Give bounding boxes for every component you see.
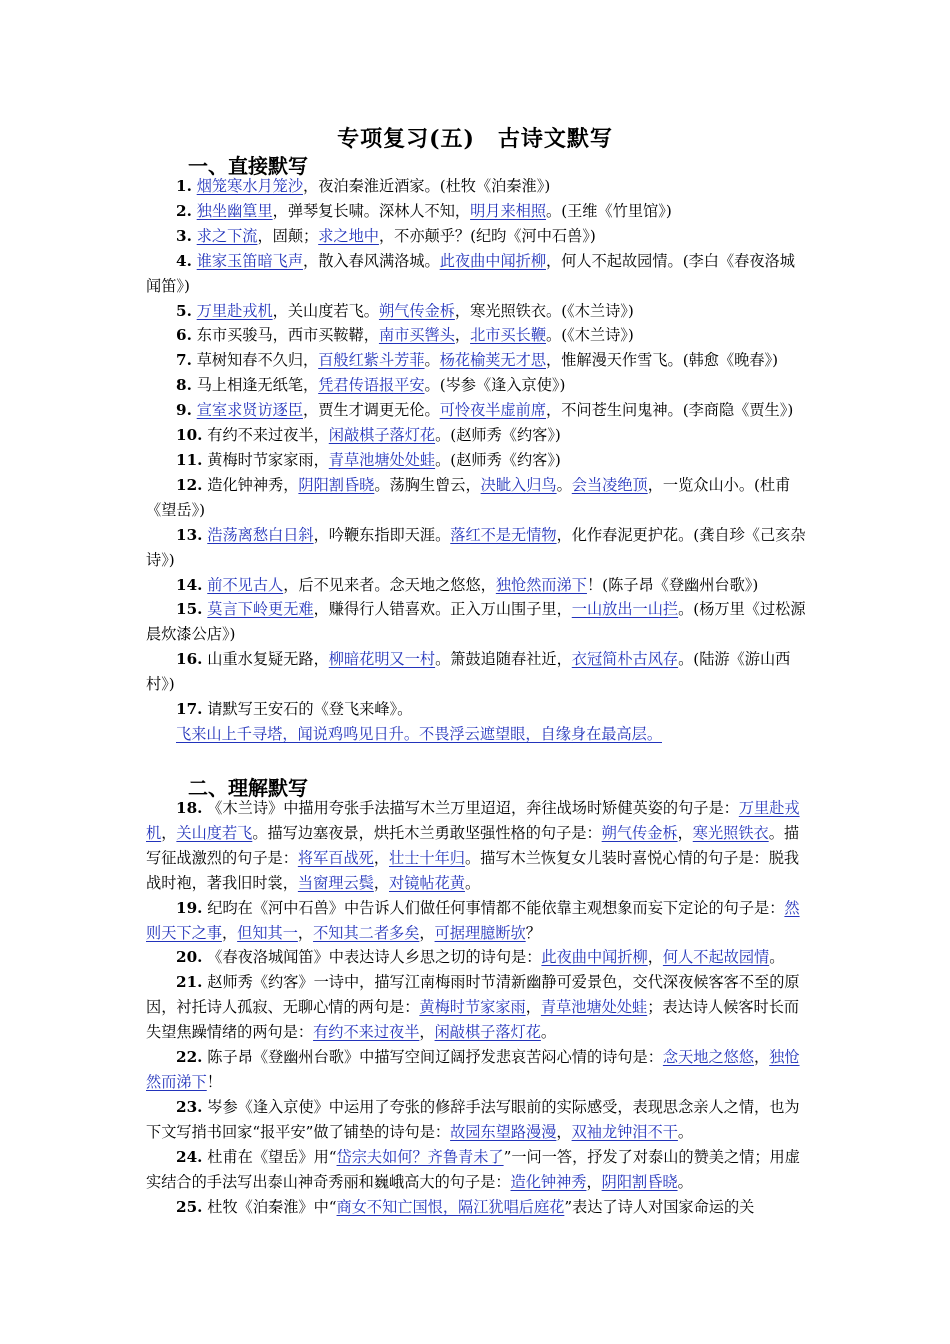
- question-item: [146, 423, 806, 448]
- answer-text: 将军百战死: [297, 848, 374, 867]
- answer-text: 对镜帖花黄: [389, 873, 465, 892]
- question-text: ，贾生才调更无伦。: [303, 401, 440, 420]
- question-text: ！: [206, 1072, 222, 1091]
- question-item: [146, 697, 806, 722]
- answer-text: 关山度若飞: [176, 823, 253, 842]
- answer-text: 万里赴戎机: [196, 301, 273, 320]
- question-text: ，固颠；: [257, 226, 319, 245]
- answer-line: [146, 722, 806, 747]
- question-number: 13.: [176, 525, 203, 544]
- question-text: 。(杨万里《过松源晨炊漆公店》): [146, 600, 806, 644]
- question-number: 11.: [176, 450, 203, 469]
- question-text: ！(陈子昂《登幽州台歌》): [586, 575, 759, 594]
- question-item: [146, 473, 806, 523]
- answer-text: 落红不是无情物: [450, 525, 557, 544]
- answer-text: 求之地中: [318, 226, 379, 245]
- answer-text: 独怆然而涕下: [495, 575, 587, 594]
- question-number: 21.: [176, 973, 203, 992]
- question-text: ，: [373, 873, 389, 892]
- answer-text: 北市买长鞭: [470, 326, 546, 345]
- question-number: 23.: [176, 1097, 203, 1116]
- question-text: ”表达了诗人对国家命运的关: [564, 1197, 755, 1216]
- question-item: [146, 970, 806, 1045]
- question-text: 。: [464, 873, 481, 892]
- answer-text: 商女不知亡国恨，隔江犹唱后庭花: [336, 1197, 565, 1216]
- question-number: 24.: [176, 1147, 203, 1166]
- question-text: ，: [373, 848, 389, 867]
- answer-text: 壮士十年归: [389, 848, 465, 867]
- answer-text: 朔气传金柝: [601, 823, 678, 842]
- question-number: 12.: [176, 475, 203, 494]
- question-text: ”一问一答，抒发了对泰山的赞美之情；用虚实结合的手法写出泰山神奇秀丽和巍峨高大的句子是：: [146, 1147, 800, 1191]
- question-text: 。: [769, 948, 785, 967]
- question-number: 17.: [176, 700, 203, 719]
- question-text: ，: [754, 1048, 770, 1067]
- question-text: ，后不见来者。念天地之悠悠，: [283, 575, 496, 594]
- question-text: 。: [677, 1172, 693, 1191]
- answer-text: 念天地之悠悠: [662, 1048, 755, 1067]
- question-number: 10.: [176, 426, 203, 445]
- question-number: 22.: [176, 1048, 203, 1067]
- answer-text: 凭君传语报平安: [318, 376, 425, 395]
- question-text: ，: [647, 948, 663, 967]
- question-text: ，: [677, 823, 693, 842]
- answer-text: 独坐幽篁里: [196, 201, 273, 220]
- question-text: 。: [424, 351, 440, 370]
- question-number: 9.: [176, 401, 192, 420]
- question-number: 16.: [176, 650, 203, 669]
- question-item: [146, 896, 806, 946]
- answer-text: 然则天下之事: [146, 898, 800, 942]
- answer-text: 故园东望路漫漫: [450, 1122, 557, 1141]
- question-text: 。: [540, 1023, 557, 1042]
- answer-text: 宣室求贤访逐臣: [196, 401, 303, 420]
- question-text: 有约不来过夜半，: [207, 426, 329, 445]
- answer-text: 双袖龙钟泪不干: [571, 1122, 678, 1141]
- question-text: ；表达诗人候客时长而失望焦躁情绪的两句是：: [146, 998, 800, 1042]
- question-text: ，夜泊秦淮近酒家。(杜牧《泊秦淮》): [303, 177, 551, 195]
- question-item: [146, 299, 806, 324]
- question-text: ，散入春风满洛城。: [303, 251, 440, 270]
- question-item: [146, 597, 806, 647]
- question-text: 。: [556, 475, 572, 494]
- question-item: [146, 1145, 806, 1195]
- question-text: 《春夜洛城闻笛》中表达诗人乡思之切的诗句是：: [207, 948, 542, 967]
- answer-text: 烟笼寒水月笼沙: [196, 177, 303, 195]
- question-item: [146, 174, 806, 199]
- question-text: 《木兰诗》中描用夸张手法描写木兰万里迢迢，奔往战场时矫健英姿的句子是：: [207, 799, 739, 817]
- question-text: ，关山度若飞。: [272, 301, 379, 320]
- question-number: 8.: [176, 376, 192, 395]
- question-item: [146, 348, 806, 373]
- page-title: 专项复习(五) 古诗文默写: [337, 126, 613, 152]
- question-number: 18.: [176, 799, 203, 817]
- question-text: 造化钟神秀，: [207, 475, 299, 494]
- question-item: [146, 1095, 806, 1145]
- answer-text: 百般红紫斗芳菲: [318, 351, 425, 370]
- answer-text: 可怜夜半虚前席: [439, 401, 546, 420]
- question-item: [146, 323, 806, 348]
- question-text: 山重水复疑无路，: [207, 650, 329, 669]
- answer-text: 阴阳割昏晓: [601, 1172, 678, 1191]
- answer-text: 求之下流: [196, 226, 258, 245]
- answer-text: 万里赴戎机: [146, 799, 800, 842]
- question-number: 25.: [176, 1197, 203, 1216]
- answer-text: 有约不来过夜半: [313, 1023, 420, 1042]
- question-text: 请默写王安石的《登飞来峰》。: [207, 700, 413, 719]
- question-text: 。描写边塞夜景，烘托木兰勇敢坚强性格的句子是：: [252, 823, 602, 842]
- question-text: ，: [525, 998, 541, 1017]
- answer-text: 闲敲棋子落灯花: [328, 426, 436, 445]
- question-text: 马上相逢无纸笔，: [196, 376, 319, 395]
- question-text: 赵师秀《约客》一诗中，描写江南梅雨时节清新幽静可爱景色，交代深夜候客客不至的原因，衬托诗人孤寂、无聊心情的两句是：: [146, 973, 800, 1017]
- question-text: 杜牧《泊秦淮》中“: [207, 1197, 337, 1216]
- section-direct-items: [146, 174, 806, 747]
- question-text: ，弹琴复长啸。深林人不知，: [272, 201, 471, 220]
- question-text: 。(赵师秀《约客》): [435, 426, 561, 445]
- question-item: [146, 199, 806, 224]
- question-item: [146, 398, 806, 423]
- question-text: ，吟鞭东指即天涯。: [313, 525, 451, 544]
- question-text: 杜甫在《望岳》用“: [207, 1147, 337, 1166]
- answer-text: 阴阳割昏晓: [298, 475, 375, 494]
- answer-text: 会当凌绝顶: [571, 475, 648, 494]
- question-text: 。描写征战激烈的句子是：: [146, 823, 800, 867]
- question-text: 。(《木兰诗》): [546, 326, 634, 345]
- answer-text: 莫言下岭更无难: [207, 600, 314, 619]
- question-text: ，: [161, 823, 177, 842]
- answer-text: 独怆然而涕下: [146, 1048, 800, 1091]
- answer-text: 黄梅时节家家雨: [419, 998, 526, 1017]
- answer-text: 决眦入归鸟: [480, 475, 557, 494]
- answer-text: 青草池塘处处蛙: [328, 450, 436, 469]
- question-text: 。描写木兰恢复女儿装时喜悦心情的句子是：脱我战时袍，著我旧时裳，: [146, 848, 800, 892]
- question-item: [146, 224, 806, 249]
- section-heading-direct: 一、直接默写: [188, 154, 308, 178]
- answer-text: 但知其一: [237, 923, 298, 942]
- question-text: 。(赵师秀《约客》): [435, 450, 561, 469]
- question-text: 黄梅时节家家雨，: [207, 450, 329, 469]
- question-text: ？: [525, 923, 541, 942]
- answer-text: 朔气传金柝: [378, 301, 455, 320]
- question-number: 5.: [176, 301, 192, 320]
- question-item: [146, 573, 806, 598]
- answer-text: 杨花榆荚无才思: [439, 351, 546, 370]
- question-text: ，: [221, 923, 238, 942]
- question-number: 19.: [176, 898, 203, 917]
- question-number: 7.: [176, 351, 192, 370]
- question-text: 。箫鼓追随春社近，: [435, 650, 572, 669]
- answer-text: 一山放出一山拦: [571, 600, 679, 619]
- question-number: 2.: [176, 201, 192, 220]
- answer-text: 此夜曲中闻折柳: [439, 251, 546, 270]
- question-text: 草树知春不久归，: [196, 351, 319, 370]
- question-number: 4.: [176, 251, 192, 270]
- question-text: ，: [454, 326, 471, 345]
- question-text: 。: [677, 1122, 694, 1141]
- question-item: [146, 523, 806, 573]
- answer-text: 谁家玉笛暗飞声: [196, 251, 303, 270]
- question-text: 。(陆游《游山西村》): [146, 650, 791, 694]
- question-number: 6.: [176, 326, 192, 345]
- question-text: ，惟解漫天作雪飞。(韩愈《晚春》): [546, 351, 779, 370]
- question-text: 东市买骏马，西市买鞍鞯，: [196, 326, 379, 345]
- question-item: [146, 1045, 806, 1095]
- answer-text: 青草池塘处处蛙: [540, 998, 648, 1017]
- question-text: 纪昀在《河中石兽》中告诉人们做任何事情都不能依靠主观想象而妄下定论的句子是：: [207, 898, 785, 917]
- question-number: 14.: [176, 575, 203, 594]
- question-text: ，: [419, 923, 435, 942]
- answer-text: 前不见古人: [207, 575, 284, 594]
- question-item: [146, 796, 806, 896]
- question-text: ，何人不起故园情。(李白《春夜洛城闻笛》): [146, 251, 795, 295]
- answer-text: 明月来相照: [470, 201, 546, 220]
- question-item: [146, 647, 806, 697]
- question-text: 陈子昂《登幽州台歌》中描写空间辽阔抒发悲哀苦闷心情的诗句是：: [207, 1048, 663, 1067]
- question-text: ，: [419, 1023, 435, 1042]
- answer-text: 不知其二者多矣: [313, 923, 420, 942]
- question-text: ，化作春泥更护花。(龚自珍《己亥杂诗》): [146, 525, 806, 569]
- answer-text: 浩荡离愁白日斜: [207, 525, 314, 544]
- answer-text: 寒光照铁衣: [692, 823, 769, 842]
- question-text: ，一览众山小。(杜甫《望岳》): [146, 475, 791, 519]
- answer-text: 此夜曲中闻折柳: [541, 948, 648, 967]
- question-text: ，: [297, 923, 314, 942]
- answer-text: 飞来山上千寻塔，闻说鸡鸣见日升。不畏浮云遮望眼，自缘身在最高层。: [176, 724, 662, 743]
- question-text: ，寒光照铁衣。(《木兰诗》): [454, 301, 634, 320]
- question-text: ，: [586, 1172, 602, 1191]
- section-heading-understanding: 二、理解默写: [188, 776, 308, 800]
- answer-text: 岱宗夫如何？齐鲁青未了: [336, 1147, 504, 1166]
- question-text: 。荡胸生曾云，: [374, 475, 481, 494]
- answer-text: 闲敲棋子落灯花: [434, 1023, 541, 1042]
- answer-text: 柳暗花明又一村: [328, 650, 436, 669]
- answer-text: 当窗理云鬓: [297, 873, 374, 892]
- answer-text: 南市买辔头: [378, 326, 455, 345]
- answer-text: 衣冠简朴古风存: [571, 650, 679, 669]
- question-item: [146, 249, 806, 299]
- question-text: 。(王维《竹里馆》): [546, 201, 672, 220]
- question-text: ，: [556, 1122, 572, 1141]
- question-item: [146, 373, 806, 398]
- question-item: [146, 945, 806, 970]
- question-text: 岑参《逢入京使》中运用了夸张的修辞手法写眼前的实际感受，表现思念亲人之情，也为下文写捎书回家“报平安”做了铺垫的诗句是：: [146, 1097, 800, 1141]
- answer-text: 造化钟神秀: [510, 1172, 587, 1191]
- answer-text: 何人不起故园情: [662, 948, 770, 967]
- question-text: ，不亦颠乎？(纪昀《河中石兽》): [378, 226, 596, 245]
- question-number: 1.: [176, 177, 192, 195]
- question-text: ，不问苍生问鬼神。(李商隐《贾生》): [546, 401, 794, 420]
- question-text: 。(岑参《逢入京使》): [424, 376, 566, 395]
- question-item: [146, 1195, 806, 1220]
- question-item: [146, 448, 806, 473]
- question-number: 3.: [176, 226, 192, 245]
- answer-text: 可据理臆断欤: [434, 923, 526, 942]
- question-text: ，赚得行人错喜欢。正入万山围子里，: [313, 600, 572, 619]
- question-number: 15.: [176, 600, 203, 619]
- section-understanding-items: [146, 796, 806, 1219]
- question-number: 20.: [176, 948, 203, 967]
